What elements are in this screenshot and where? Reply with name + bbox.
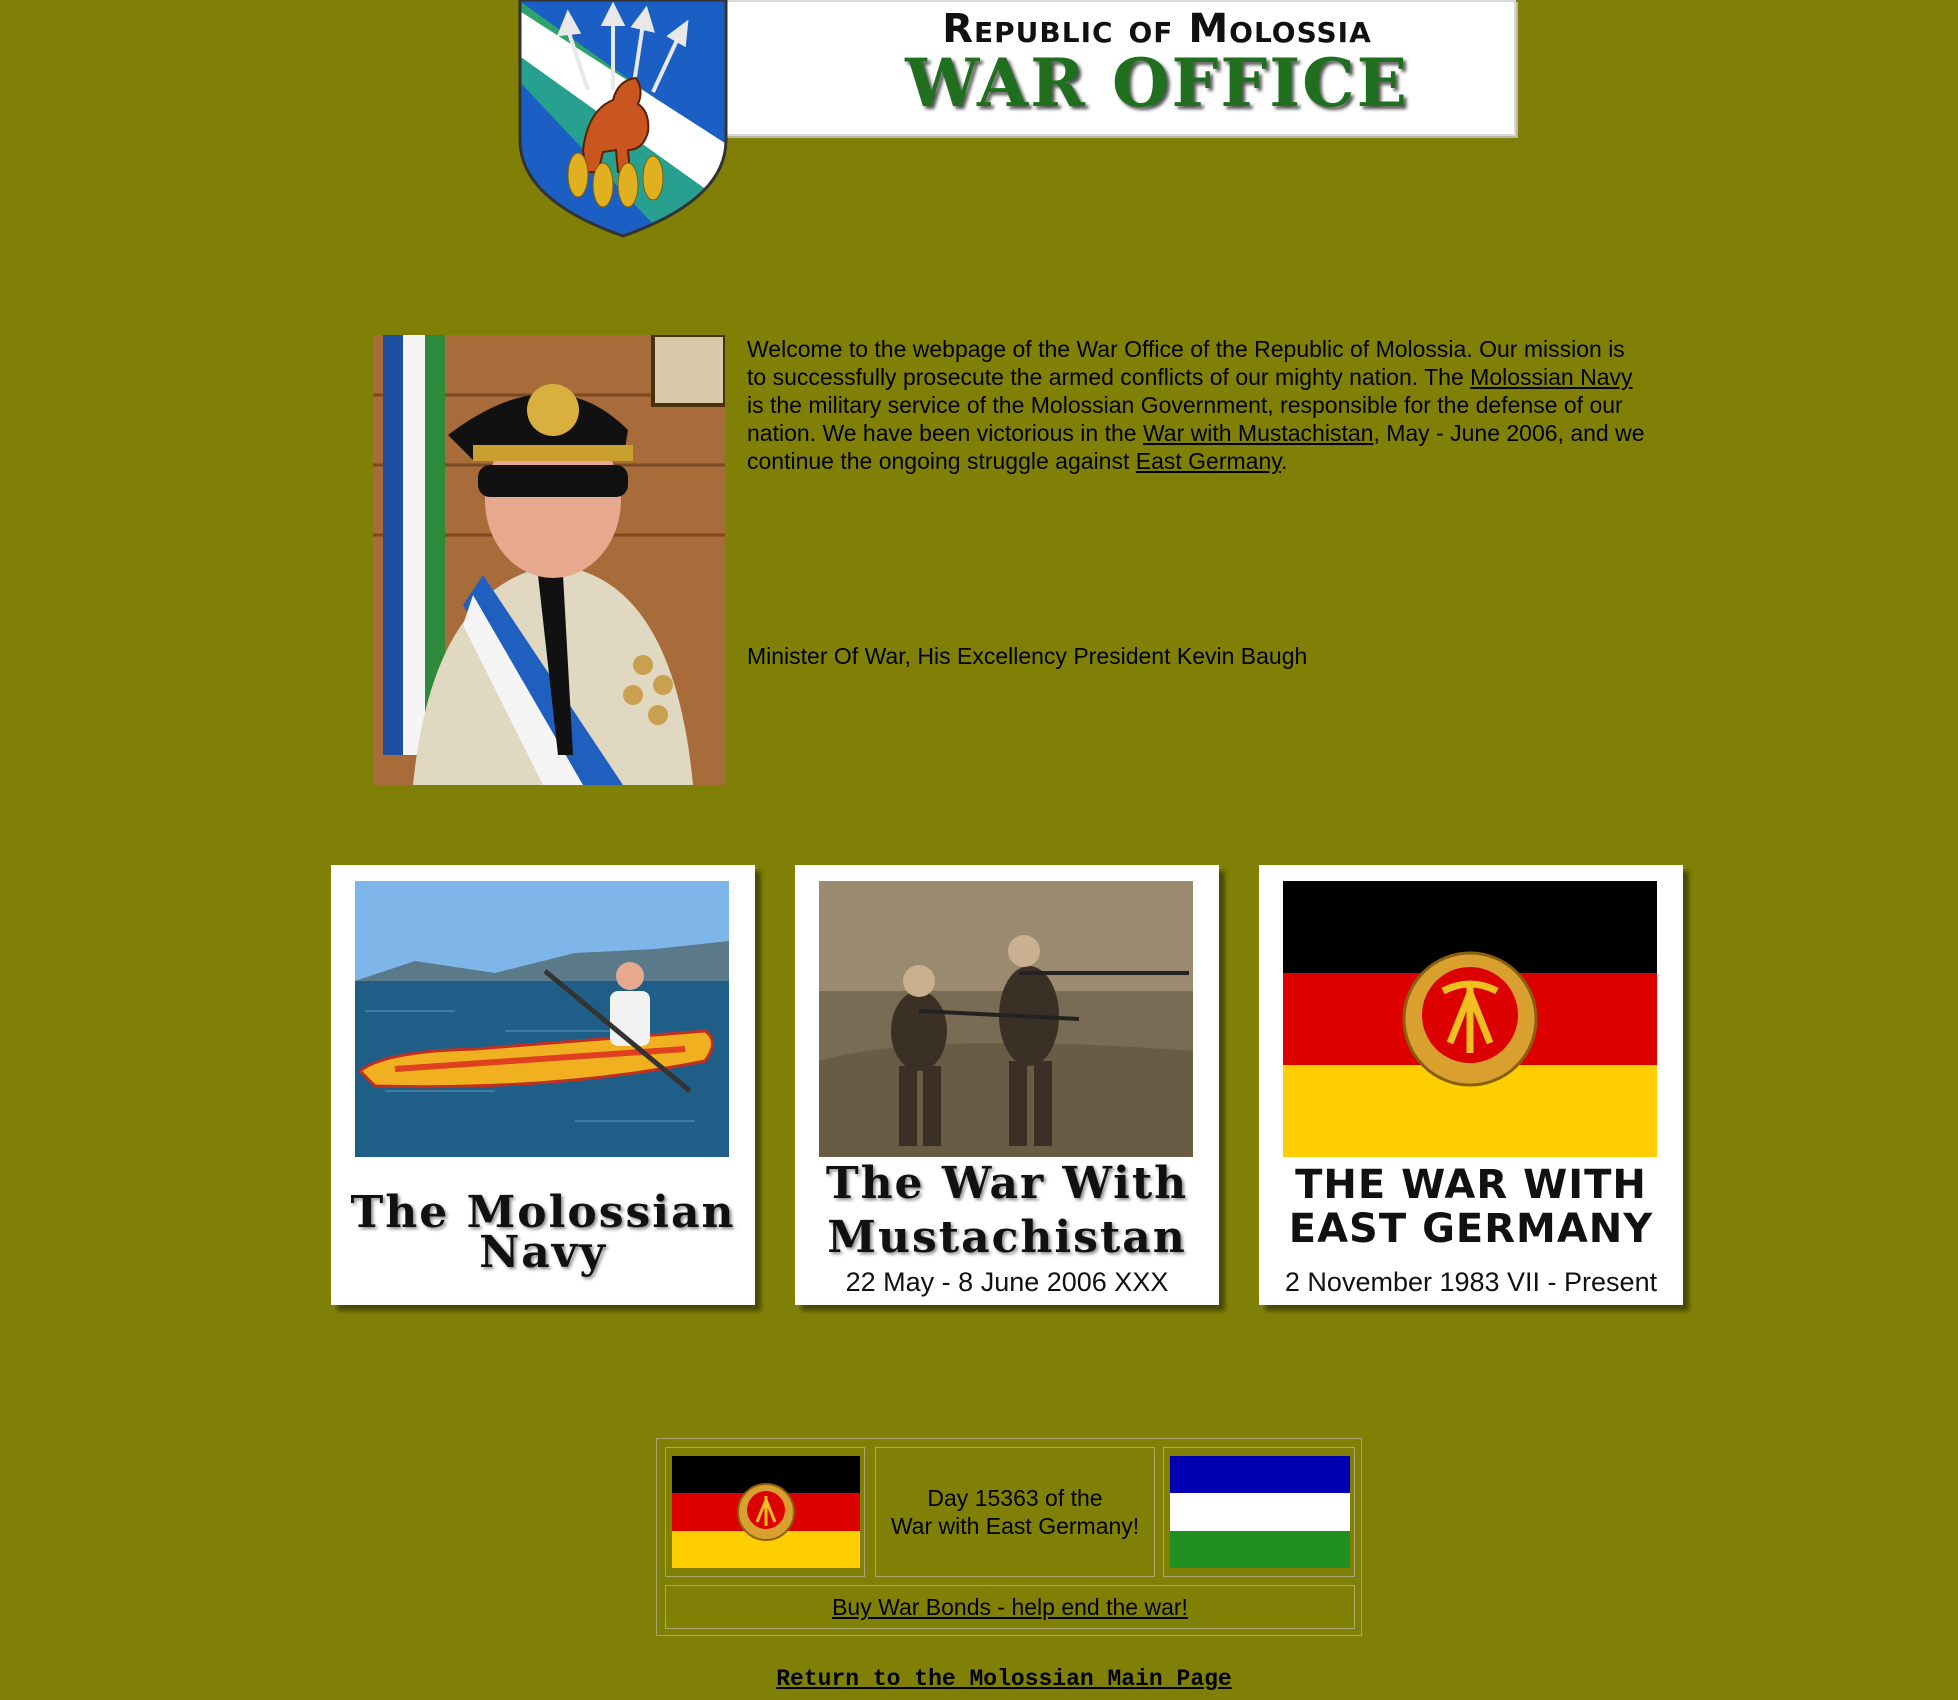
intro-text-4: . [1281,448,1288,474]
banner-war-office-text: WAR OFFICE [905,44,1409,122]
molossian-navy-link[interactable]: Molossian Navy [1470,364,1633,390]
buy-war-bonds-link[interactable]: Buy War Bonds - help end the war! [832,1594,1188,1620]
mustachistan-title-line2: Mustachistan [827,1212,1187,1263]
mustachistan-war-card[interactable] [795,865,1219,1305]
intro-text-3: , May - June 2006, and we continue the ongoing struggle against [747,420,1645,474]
banner-republic-text: Republic of Molossia [942,6,1372,52]
mustachistan-title-line1: The War With [825,1158,1189,1209]
war-day-line2: War with East Germany! [890,1513,1140,1539]
war-day-cell [875,1447,1155,1577]
coat-of-arms-shield-icon [518,0,728,240]
east-germany-flag-cell [665,1447,865,1577]
war-day-line1: Day 15363 of the [927,1485,1103,1511]
minister-portrait [373,335,725,785]
war-day-text [876,1484,1154,1540]
mustachistan-card-title [795,1157,1219,1265]
mustachistan-soldiers-photo [819,881,1193,1157]
navy-kayak-photo [355,881,729,1157]
east-germany-link[interactable]: East Germany [1135,448,1282,474]
east-germany-flag-icon [672,1456,860,1568]
east-germany-dates: 2 November 1983 VII - Present [1284,1267,1658,1297]
return-main-page-link[interactable]: Return to the Molossian Main Page [776,1666,1232,1692]
molossia-flag-cell [1163,1447,1355,1577]
war-with-mustachistan-link[interactable]: War with Mustachistan [1142,420,1374,446]
intro-text-2: is the military service of the Molossian Government, responsible for the defense of our nation. We have been victorious in the [747,392,1623,446]
east-germany-war-card[interactable] [1259,865,1683,1305]
east-germany-card-title [1259,1163,1683,1251]
intro-paragraph [747,335,1647,475]
east-germany-flag-image [1283,881,1657,1157]
molossian-navy-card[interactable] [331,865,755,1305]
intro-text-1: Welcome to the webpage of the War Office of the Republic of Molossia. Our mission is to successfully prosecute the armed conflicts of our mighty nation. The [747,336,1625,390]
navy-card-title: The Molossian Navy [350,1187,736,1278]
east-germany-title-line2: EAST GERMANY [1288,1206,1654,1252]
mustachistan-dates: 22 May - 8 June 2006 XXX [845,1267,1169,1297]
return-main-page [0,1666,1958,1692]
banner-title-box [708,0,1516,136]
minister-caption: Minister Of War, His Excellency President Kevin Baugh [747,643,1308,669]
east-germany-title-line1: THE WAR WITH [1295,1162,1647,1208]
war-day-counter-table [656,1438,1362,1636]
molossia-flag-icon [1170,1456,1350,1568]
war-bonds-cell [665,1585,1355,1629]
header-banner [518,0,1514,240]
